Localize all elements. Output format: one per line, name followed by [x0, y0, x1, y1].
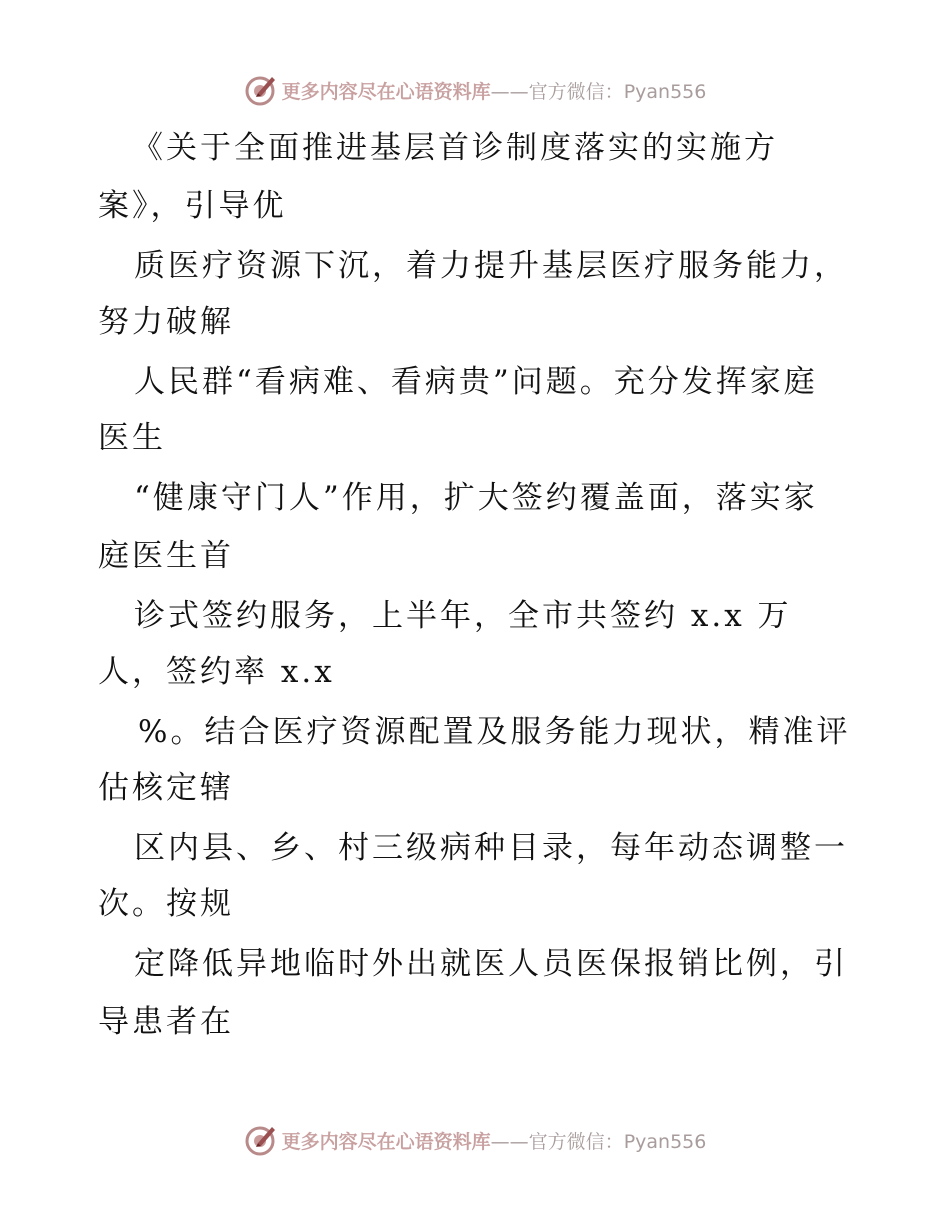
- body-line: 人民群“看病难、看病贵”问题。充分发挥家庭: [134, 364, 818, 400]
- header-account: Pyan556: [623, 80, 707, 103]
- header-watermark-text: [282, 77, 707, 104]
- body-line: 医生: [98, 420, 166, 456]
- header-separator: ——: [490, 80, 529, 103]
- body-line: 估核定辖: [98, 770, 234, 806]
- body-line: “健康守门人”作用，扩大签约覆盖面，落实家: [134, 480, 818, 516]
- footer-watermark: [0, 1120, 950, 1160]
- header-label: 官方微信：: [528, 80, 624, 103]
- body-line: 区内县、乡、村三级病种目录，每年动态调整一: [134, 830, 848, 866]
- footer-separator: ——: [490, 1130, 529, 1153]
- footer-watermark-text: [282, 1127, 707, 1154]
- body-line: %。结合医疗资源配置及服务能力现状，精准评: [138, 714, 851, 750]
- body-line: 庭医生首: [98, 538, 234, 574]
- footer-brand: 更多内容尽在心语资料库: [281, 1130, 491, 1153]
- body-line: 定降低异地临时外出就医人员医保报销比例，引: [134, 946, 848, 982]
- body-line: 《关于全面推进基层首诊制度落实的实施方: [132, 130, 778, 166]
- body-line: 诊式签约服务，上半年，全市共签约 x.x 万: [134, 598, 792, 634]
- body-line: 努力破解: [98, 304, 234, 340]
- header-brand: 更多内容尽在心语资料库: [281, 80, 491, 103]
- pen-logo-icon: [244, 73, 278, 107]
- body-line: 案》，引导优: [98, 188, 287, 224]
- body-line: 质医疗资源下沉，着力提升基层医疗服务能力，: [134, 248, 848, 284]
- body-line: 人，签约率 x.x: [98, 654, 335, 690]
- footer-label: 官方微信：: [528, 1130, 624, 1153]
- body-line: 次。按规: [98, 886, 234, 922]
- body-line: 导患者在: [98, 1004, 234, 1040]
- footer-account: Pyan556: [623, 1130, 707, 1153]
- header-watermark: [0, 70, 950, 110]
- pen-logo-icon: [244, 1123, 278, 1157]
